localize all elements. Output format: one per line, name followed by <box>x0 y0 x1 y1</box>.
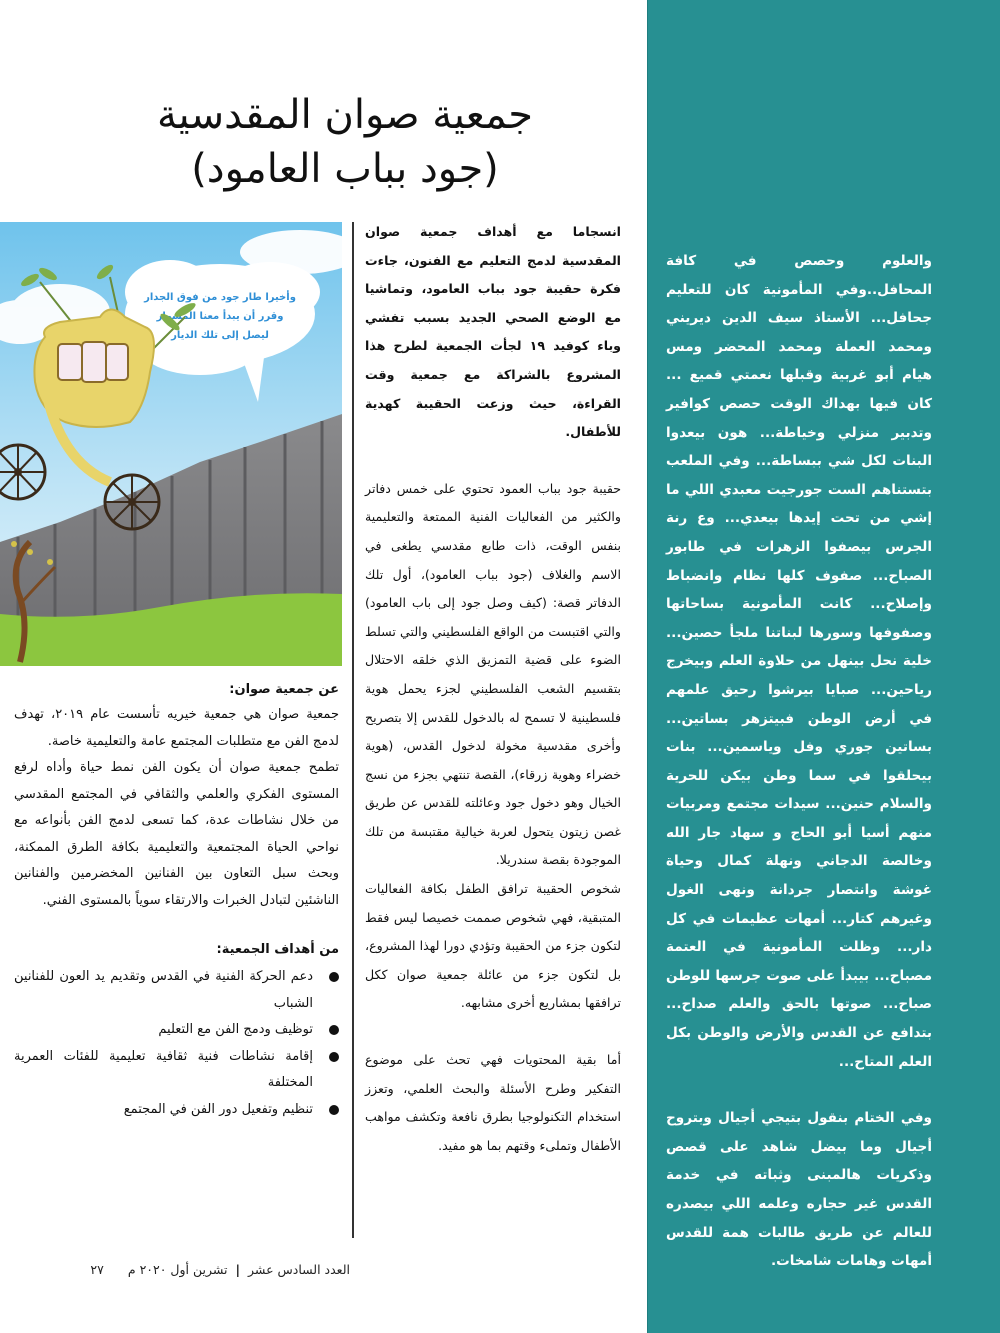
goal-item: توظيف ودمج الفن مع التعليم <box>14 1017 339 1044</box>
bag-contents-paragraph: حقيبة جود بباب العمود تحتوي على خمس دفاتر والكثير من الفعاليات الفنية الممتعة والتعليمية بنفس الوقت، ذات طابع مقدسي يطغى في الاسم والغلاف (جود بباب العامود)، أول تلك الدفاتر قصة: (كيف وصل جود إلى باب العامود) والتي اقتبست من الواقع الفلسطيني والتي تسلط الضوء على قضية التمزيق الذي خلقه الاحتلال بتقسيم الشعب الفلسطيني لجزء يحمل هوية فلسطينية لا تسمح له بالدخول للقدس إلا بتصريح وأخرى مقدسية مخولة لدخول القدس، (هوية خضراء وهوية زرقاء)، القصة تنتهي بجزء من نسج الخيال وهو دخول جود وعائلته للقدس عن طريق غصن زيتون يتحول لعربة خيالية مقتبسة من تلك الموجودة بقصة سندريلا. <box>365 480 621 868</box>
issue-date: تشرين أول ٢٠٢٠ م <box>127 1262 228 1277</box>
characters-paragraph: شخوص الحقيبة ترافق الطفل بكافة الفعاليات المتبقية، فهي شخوص صممت خصيصا ليس فقط لتكون جزء من الحقيبة وتؤدي دورا لهذا المشروع، بل لتكون جزء من عائلة جمعية صوان ككل ترافقها بمشاريع أخرى مشابهه. <box>365 881 621 1011</box>
title-line-2: (جود بباب العامود) <box>191 146 499 192</box>
column-divider <box>352 222 354 1238</box>
title-line-1: جمعية صوان المقدسية <box>157 92 533 138</box>
teal-column-text <box>666 247 932 1276</box>
goal-item: دعم الحركة الفنية في القدس وتقديم يد العون للفنانين الشباب <box>14 964 339 1017</box>
issue-label: العدد السادس عشر <box>248 1262 350 1277</box>
goal-item: إقامة نشاطات فنية ثقافية تعليمية للفئات العمرية المختلفة <box>14 1044 339 1097</box>
about-paragraph-2: تطمح جمعية صوان أن يكون الفن نمط حياة وأداه لرفع المستوى الفكري والعلمي والثقافي في المجتمع المقدسي من خلال نشاطات عدة، كما تسعى لدمج الفن بأنواعه مع نواحي الحياة المجتمعية والتعليمية بكافة الطرق الممكنة، وبحث سبل التعاون بين الفنانين المخضرمين والفنانين الناشئين لتبادل الخبرات والارتقاء سوياً بالمستوى الفني. <box>14 760 339 908</box>
goals-heading: من أهداف الجمعية: <box>216 942 339 957</box>
other-contents-paragraph: أما بقية المحتويات فهي تحث على موضوع التفكير وطرح الأسئلة والبحث العلمي، وتعزز استخدام التكنولوجيا بطرق نافعة وتكشف مواهب الأطفال وتملىء وقتهم بما هو مفيد. <box>365 1052 621 1153</box>
bullet-icon <box>329 1105 339 1115</box>
page-footer <box>40 1262 350 1277</box>
svg-text:وأخيرا طار جود من فوق الجدار: وأخيرا طار جود من فوق الجدار <box>144 292 296 303</box>
intro-paragraph: انسجاما مع أهداف جمعية صوان المقدسية لدمج التعليم مع الفنون، جاءت فكرة حقيبة جود بباب العامود، وتماشيا مع الوضع الصحي الجديد بسبب تفشي وباء كوفيد ١٩ لجأت الجمعية لطرح هذا المشروع بالشراكة مع جمعية وقت القراءة، حيث وزعت الحقيبة كهدية للأطفال. <box>365 224 621 440</box>
bullet-icon <box>329 972 339 982</box>
bullet-icon <box>329 1052 339 1062</box>
page-number: ٢٧ <box>90 1262 104 1277</box>
footer-separator: | <box>235 1262 241 1277</box>
middle-column <box>365 218 621 1160</box>
svg-text:ليصل إلى تلك الديار: ليصل إلى تلك الديار <box>171 330 269 341</box>
carriage-over-wall-image <box>0 222 342 666</box>
teal-paragraph-1: والعلوم وحصص في كافة المحافل..وفي المأمونية كان للتعليم جحافل... الأستاذ سيف الدين ديريني ومحمد العملة ومحمد المحضر ومس هيام أبو غربية وقبلها نعمتي قميع ... كان فيها بهداك الوقت حصص كوافير وتدبير منزلي وخياطة... هون بيعدوا البنات لكل شي ببساطة... وفي الملعب بتستناهم الست جورجيت معبدي اللي ما إشي من تحت إيدها بيعدي... وع رنة الجرس بيصفوا الزهرات في طابور الصباح... صفوف كلها نظام وانضباط وإصلاح... كانت المأمونية بساحاتها وصفوفها وسورها لبناتنا ملجأ حصين... خلية نحل بينهل من حلاوة العلم وبيخرج رياحين... صبايا بيرشوا رحيق علمهم في أرض الوطن فبيتزهر بساتين... بساتين جوري وفل وياسمين... بنات بيحلقوا في سما وطن بيكن للحرية والسلام حنين... سيدات مجتمع ومربيات منهم أسيا أبو الحاج و سهاد جار الله وخالصة الدجاني ونهلة كمال وحياة غوشة وانتصار جردانة ونهى الغول وغيرهم كتار... أمهات عظيمات في كل دار... وظلت المأمونية في العتمة مصباح... بيبدأ على صوت جرسها للوطن صباح... صوتها بالحق والعلم صداح... بتدافع عن القدس والأرض والوطن بكل العلم المتاح... <box>666 253 932 1070</box>
svg-text:وقرر أن يبدأ معنا المشوار: وقرر أن يبدأ معنا المشوار <box>156 311 284 322</box>
about-paragraph-1: جمعية صوان هي جمعية خيريه تأسست عام ٢٠١٩، تهدف لدمج الفن مع متطلبات المجتمع عامة والتعليمية خاصة. <box>14 707 339 749</box>
bullet-icon <box>329 1025 339 1035</box>
teal-paragraph-2: وفي الختام بنقول بتيجي أجيال وبتروح أجيال وما بيضل شاهد على قصص وذكريات هالمبنى وثباته في خدمة القدس غير حجاره وعلمه اللي بيصدره للعالم عن طريق طالبات همة للقدس أمهات وهامات شامخات. <box>666 1110 932 1270</box>
about-heading: عن جمعية صوان: <box>229 682 339 697</box>
goals-list <box>14 964 339 1123</box>
article-title <box>90 88 600 196</box>
story-illustration <box>0 222 342 666</box>
goal-item: تنظيم وتفعيل دور الفن في المجتمع <box>14 1097 339 1124</box>
left-column <box>14 678 339 1123</box>
